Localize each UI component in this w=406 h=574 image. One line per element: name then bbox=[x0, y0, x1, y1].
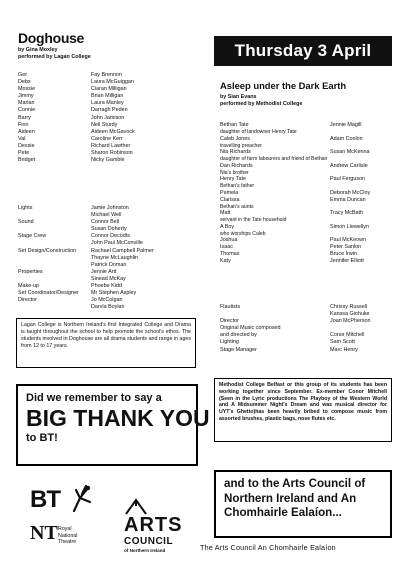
crew-role bbox=[18, 240, 91, 247]
cast-row bbox=[18, 93, 135, 100]
crew-row bbox=[18, 304, 154, 311]
arts-council-thanks-box bbox=[214, 470, 392, 538]
role: Katy bbox=[220, 258, 231, 265]
actor: Paul Ferguson bbox=[330, 176, 366, 182]
role-description: Bethan's father bbox=[220, 183, 255, 190]
crew-role: Make-up bbox=[18, 283, 39, 290]
crew-row bbox=[18, 240, 154, 247]
council-word: COUNCIL bbox=[124, 536, 174, 547]
actor: Jennifer Elliott bbox=[330, 258, 364, 265]
cast-row bbox=[220, 190, 370, 197]
cast-row bbox=[18, 136, 135, 143]
crew-role: Sound bbox=[18, 219, 34, 226]
play-cast-list bbox=[220, 122, 370, 265]
crew-row bbox=[220, 332, 370, 339]
role: Joshua bbox=[220, 237, 238, 244]
actor: Neil Sturdy bbox=[91, 121, 118, 128]
role: Henry Tate bbox=[220, 176, 246, 182]
methodist-college-note: Methodist College Belfast or this group of its students has been working together since September. Ex-member Conor Mitchell (Seen in the Lyric productions The Playboy of the Western World and A Midsummer Night's Dream and was musical director for UYT's Ghetto)has been heavily bribed to compose music from assorted brushes, plastic bags, nose flutes etc. bbox=[219, 382, 387, 422]
crew-row bbox=[18, 297, 154, 304]
cast-row bbox=[18, 79, 135, 86]
role: Dan Richards bbox=[220, 162, 253, 169]
role: Dessie bbox=[18, 142, 35, 149]
cast-row bbox=[220, 258, 370, 265]
actor: Nicky Gamble bbox=[91, 157, 125, 164]
cast-row bbox=[18, 107, 135, 114]
actor: Darragh Peden bbox=[91, 107, 128, 114]
role: Barry bbox=[18, 114, 31, 121]
thank-you-line-1: Did we remember to say a bbox=[26, 392, 162, 404]
crew-person: Rachael Campbell Palmer bbox=[91, 247, 154, 254]
crew-role: Set Design/Construction bbox=[18, 247, 77, 254]
thank-you-line-2: BIG THANK YOU bbox=[26, 405, 210, 431]
crew-row bbox=[220, 318, 370, 325]
cast-row bbox=[18, 122, 135, 129]
cast-row bbox=[18, 157, 135, 164]
doghouse-author: by Gina Moxley bbox=[18, 47, 58, 53]
play-title: Asleep under the Dark Earth bbox=[220, 80, 347, 91]
actor: Caroline Kerr bbox=[91, 135, 123, 142]
crew-row bbox=[18, 248, 154, 255]
role: Caleb Jones bbox=[220, 135, 250, 142]
lagan-college-note-box bbox=[16, 318, 196, 368]
crew-person: Sinead McKay bbox=[91, 275, 126, 282]
actor: Richard Lawther bbox=[91, 142, 131, 149]
crew-row bbox=[18, 219, 154, 226]
crew-person: Thayne McLaughlin bbox=[91, 254, 139, 261]
crew-person: Kanssa Giohuke bbox=[330, 311, 370, 318]
actor: Jennie Magill bbox=[330, 122, 362, 128]
crew-row bbox=[18, 226, 154, 233]
crew-row bbox=[220, 347, 370, 354]
crew-person: Michael Well bbox=[91, 212, 122, 219]
crew-row bbox=[18, 233, 154, 240]
doghouse-crew-list bbox=[18, 205, 154, 311]
actor: Adam Conlon bbox=[330, 135, 363, 142]
piper-icon bbox=[66, 484, 96, 514]
crew-row bbox=[18, 255, 154, 262]
actor: Fay Brennon bbox=[91, 72, 122, 78]
crew-role: and directed by bbox=[220, 332, 257, 339]
role-description: daughter of landowner Henry Tate bbox=[220, 129, 297, 136]
crew-person: Jo McColgan bbox=[91, 297, 123, 304]
crew-role bbox=[220, 311, 330, 318]
actor: Andrew Carlisle bbox=[330, 162, 368, 169]
crew-row bbox=[18, 269, 154, 276]
crew-role: Director bbox=[220, 318, 239, 325]
role: Marian bbox=[18, 100, 35, 107]
thank-you-line-3: to BT! bbox=[26, 432, 58, 444]
lagan-college-note: Lagan College is Northern Ireland's first Integrated College and Drama is taught throughout the school to help promote the school's ethos. The students involved in Doghouse are all drama students and range in ages from 12 to 17 years. bbox=[21, 322, 191, 349]
actor: Paul McKeown bbox=[330, 237, 366, 244]
crew-role: Flautists bbox=[220, 304, 241, 310]
cast-row bbox=[18, 143, 135, 150]
role: Bridget bbox=[18, 157, 36, 164]
crew-role: Stage Manager bbox=[220, 346, 257, 353]
crew-role bbox=[18, 212, 91, 219]
role: Debs bbox=[18, 79, 31, 86]
arts-word: ARTS bbox=[124, 514, 183, 536]
cast-row bbox=[220, 224, 370, 231]
crew-role: Properties bbox=[18, 268, 43, 275]
bt-logo-text: BT bbox=[30, 486, 60, 513]
role: A Boy bbox=[220, 223, 235, 230]
role: Clarissa bbox=[220, 196, 240, 203]
role: Thomas bbox=[220, 251, 240, 258]
cast-row bbox=[220, 122, 370, 129]
crew-person: Marc Henry bbox=[330, 346, 358, 353]
role: Ger bbox=[18, 72, 27, 78]
actor: Bruce Irwin bbox=[330, 251, 357, 258]
cast-row bbox=[220, 251, 370, 258]
role: Jimmy bbox=[18, 93, 34, 100]
cast-row bbox=[18, 129, 135, 136]
cast-row bbox=[220, 149, 370, 156]
crew-role bbox=[18, 262, 91, 269]
crew-person: Connor Bell bbox=[91, 219, 120, 226]
crew-row bbox=[220, 339, 370, 346]
play-crew-list bbox=[220, 304, 370, 354]
doghouse-title: Doghouse bbox=[18, 30, 85, 46]
actor: John Jamison bbox=[91, 114, 125, 121]
role: Bethan Tate bbox=[220, 122, 249, 128]
crew-person: Conor Mitchell bbox=[330, 332, 365, 339]
crew-row bbox=[220, 325, 370, 332]
role: Aideen bbox=[18, 128, 35, 135]
arts-council-thanks: and to the Arts Council of Northern Ireland and An Chomhairle Ealaíon... bbox=[224, 477, 366, 519]
bt-thank-you-box bbox=[16, 384, 210, 466]
cast-row bbox=[18, 100, 135, 107]
date-banner bbox=[214, 36, 392, 66]
role: Pete bbox=[18, 150, 30, 157]
nt-line-3: Theatre bbox=[58, 539, 77, 546]
role: Nia Richards bbox=[220, 149, 251, 155]
date-banner-text: Thursday 3 April bbox=[234, 41, 372, 60]
crew-row bbox=[220, 311, 370, 318]
role-description: daughter of farm labourers and friend of Bethan bbox=[220, 156, 328, 163]
cast-row bbox=[220, 176, 370, 183]
crew-row bbox=[18, 276, 154, 283]
crew-person: Jennie Artt bbox=[91, 268, 117, 275]
of-northern-ireland: of Northern Ireland bbox=[124, 548, 166, 553]
crew-person: Mr Stephen Aspley bbox=[91, 290, 137, 297]
cast-row bbox=[220, 237, 370, 244]
role: Isaac bbox=[220, 244, 233, 251]
actor: Peter Sanlon bbox=[330, 244, 362, 251]
actor: Simon Llewellyn bbox=[330, 223, 369, 230]
crew-row bbox=[18, 212, 154, 219]
crew-role: Set Coordinator/Designer bbox=[18, 290, 79, 297]
crew-person: Jamie Johnston bbox=[91, 205, 129, 211]
crew-person: Sam Scott bbox=[330, 339, 355, 346]
bt-logo bbox=[30, 486, 110, 516]
actor: Aideen McGavock bbox=[91, 128, 135, 135]
crew-role bbox=[18, 226, 91, 233]
cast-row bbox=[18, 72, 135, 79]
play-performer: performed by Methodist College bbox=[220, 101, 303, 107]
arts-council-logo bbox=[120, 498, 200, 558]
cast-row bbox=[220, 197, 370, 204]
crew-row bbox=[18, 205, 154, 212]
actor: Laura Manley bbox=[91, 100, 124, 107]
role: Connie bbox=[18, 107, 36, 114]
crew-role: Lights bbox=[18, 205, 33, 211]
doghouse-performer: performed by Lagan College bbox=[18, 54, 91, 60]
nt-line-1: Royal bbox=[58, 526, 72, 532]
actor: Deborah McCloy bbox=[330, 189, 371, 196]
crew-person: Patrick Doman bbox=[91, 261, 127, 268]
crew-role: Stage Crew bbox=[18, 233, 47, 240]
role: Matt bbox=[220, 210, 231, 217]
crew-person: Phoebe Kidd bbox=[91, 283, 122, 290]
crew-role: Director bbox=[18, 297, 37, 304]
doghouse-cast-list bbox=[18, 72, 135, 164]
role-description: Bethan's aunts bbox=[220, 203, 254, 210]
role: Val bbox=[18, 135, 26, 142]
actor: Laura McGuiggan bbox=[91, 79, 134, 86]
crew-role bbox=[18, 276, 91, 283]
role: Finn bbox=[18, 121, 29, 128]
actor: Emma Duncan bbox=[330, 196, 366, 203]
crew-person: Susan Doherty bbox=[91, 226, 127, 233]
methodist-college-note-box bbox=[214, 378, 392, 442]
crew-person: Joan McPherson bbox=[330, 318, 371, 325]
crew-row bbox=[18, 262, 154, 269]
actor: Ciaran Milligan bbox=[91, 86, 127, 93]
actor: Brian Milligan bbox=[91, 93, 124, 100]
royal-national-theatre-logo bbox=[28, 522, 108, 552]
arts-council-footer: The Arts Council An Chomhairle Ealaíon bbox=[200, 543, 336, 552]
cast-row bbox=[18, 115, 135, 122]
play-author: by Sian Evans bbox=[220, 94, 257, 100]
cast-row bbox=[18, 150, 135, 157]
crew-role: Lighting bbox=[220, 339, 239, 346]
cast-row bbox=[220, 210, 370, 217]
crew-person: John Paul McConville bbox=[91, 240, 143, 247]
role: Pamela bbox=[220, 189, 239, 196]
role-description: Nia's brother bbox=[220, 169, 249, 176]
nt-line-2: National bbox=[58, 532, 78, 539]
cast-row bbox=[220, 244, 370, 251]
crew-person: Chrissy Russell bbox=[330, 304, 368, 310]
crew-person: Darvla Boylan bbox=[91, 304, 125, 311]
crew-role bbox=[18, 255, 91, 262]
crew-role: Original Music composed bbox=[220, 325, 281, 332]
crew-row bbox=[18, 290, 154, 297]
crew-row bbox=[220, 304, 370, 311]
role: Mossie bbox=[18, 86, 36, 93]
cast-row bbox=[220, 163, 370, 170]
crew-row bbox=[18, 283, 154, 290]
actor: Tracy McBath bbox=[330, 210, 364, 217]
actor: Susan McKenna bbox=[330, 149, 370, 155]
crew-person: Connor Decodts bbox=[91, 233, 130, 240]
cast-row bbox=[18, 86, 135, 93]
role-description: servant in the Tate household bbox=[220, 217, 287, 224]
nt-mark: NT bbox=[30, 522, 58, 544]
role-description: travelling preacher bbox=[220, 142, 262, 149]
role-description: who worships Caleb bbox=[220, 230, 266, 237]
cast-row bbox=[220, 136, 370, 143]
actor: Sharon Robinson bbox=[91, 150, 133, 157]
crew-role bbox=[18, 304, 91, 311]
